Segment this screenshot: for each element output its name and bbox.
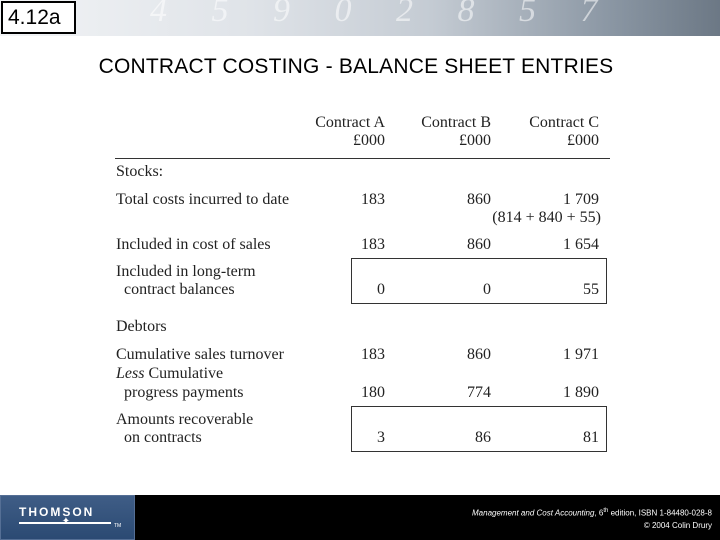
banner-digit: 9 [273, 0, 308, 29]
long-term-c: 55 [583, 281, 599, 298]
debtors-subtotal-rule [351, 406, 607, 407]
edition-isbn: edition, ISBN 1-84480-028-8 [608, 508, 712, 518]
copyright-text: © 2004 Colin Drury [643, 520, 712, 530]
box-right-rule [606, 258, 607, 303]
progress-payments-c: 1 890 [563, 384, 599, 401]
debtors-heading: Debtors [116, 318, 167, 335]
progress-label-1 [116, 365, 223, 383]
book-credit-line-1 [472, 505, 712, 520]
header-divider [115, 158, 610, 159]
cumulative-sales-a: 183 [361, 346, 385, 363]
logo-text: THOMSON [19, 505, 95, 519]
edition-prefix: , 6 [594, 508, 604, 518]
long-term-b: 0 [483, 281, 491, 298]
debtors-box-left-rule [351, 406, 352, 451]
banner-digit: 5 [519, 0, 554, 29]
recoverable-label-1: Amounts recoverable [116, 411, 254, 428]
book-title: Management and Cost Accounting [472, 508, 595, 518]
banner-digit: 8 [457, 0, 493, 29]
recoverable-label-2: on contracts [124, 429, 202, 446]
long-term-label-1: Included in long-term [116, 263, 256, 280]
banner-digit: 4 [150, 0, 185, 29]
cumulative-sales-label: Cumulative sales turnover [116, 346, 284, 363]
recoverable-c: 81 [583, 429, 599, 446]
total-costs-label: Total costs incurred to date [116, 191, 290, 208]
cumulative-label: Cumulative [148, 365, 224, 382]
column-header-contract-c: Contract C [529, 114, 599, 131]
progress-payments-b: 774 [467, 384, 491, 401]
slide-title: CONTRACT COSTING - BALANCE SHEET ENTRIES [98, 55, 614, 78]
edition-sup: th [603, 508, 609, 514]
banner-digit: 5 [211, 0, 247, 29]
slide-number: 4.12a [1, 1, 76, 34]
cost-of-sales-label: Included in cost of sales [116, 236, 271, 253]
thomson-logo [0, 495, 135, 540]
progress-payments-a: 180 [361, 384, 385, 401]
stocks-heading: Stocks: [116, 163, 164, 180]
recoverable-b: 86 [475, 429, 491, 446]
progress-label-2: progress payments [124, 384, 244, 401]
debtors-total-rule [351, 451, 607, 452]
column-header-contract-b: Contract B [421, 114, 491, 131]
total-costs-c: 1 709 [563, 191, 599, 208]
column-header-contract-a: Contract A [315, 114, 385, 131]
box-left-rule [351, 258, 352, 303]
banner-digit: 2 [396, 0, 431, 29]
long-term-a: 0 [377, 281, 385, 298]
total-rule [351, 303, 607, 304]
total-costs-note: (814 + 840 + 55) [492, 209, 601, 226]
balance-sheet-table [115, 112, 610, 457]
column-unit-contract-b: £000 [459, 132, 491, 149]
total-costs-a: 183 [361, 191, 385, 208]
subtotal-rule [351, 258, 607, 259]
book-credit [472, 505, 712, 532]
debtors-box-right-rule [606, 406, 607, 451]
recoverable-a: 3 [377, 429, 385, 446]
cumulative-sales-c: 1 971 [563, 346, 599, 363]
banner-digit: 7 [580, 0, 616, 29]
banner-digit: 0 [334, 0, 370, 29]
cost-of-sales-b: 860 [467, 236, 491, 253]
cost-of-sales-c: 1 654 [563, 236, 599, 253]
column-unit-contract-a: £000 [353, 132, 385, 149]
column-unit-contract-c: £000 [567, 132, 599, 149]
less-label: Less [116, 365, 145, 382]
long-term-label-2: contract balances [124, 281, 235, 298]
banner-decoration [150, 0, 720, 36]
total-costs-b: 860 [467, 191, 491, 208]
footer-bar [0, 495, 720, 540]
trademark-mark: TM [114, 523, 122, 529]
cost-of-sales-a: 183 [361, 236, 385, 253]
header-banner [0, 0, 720, 36]
cumulative-sales-b: 860 [467, 346, 491, 363]
star-icon: ✦ [61, 516, 71, 527]
